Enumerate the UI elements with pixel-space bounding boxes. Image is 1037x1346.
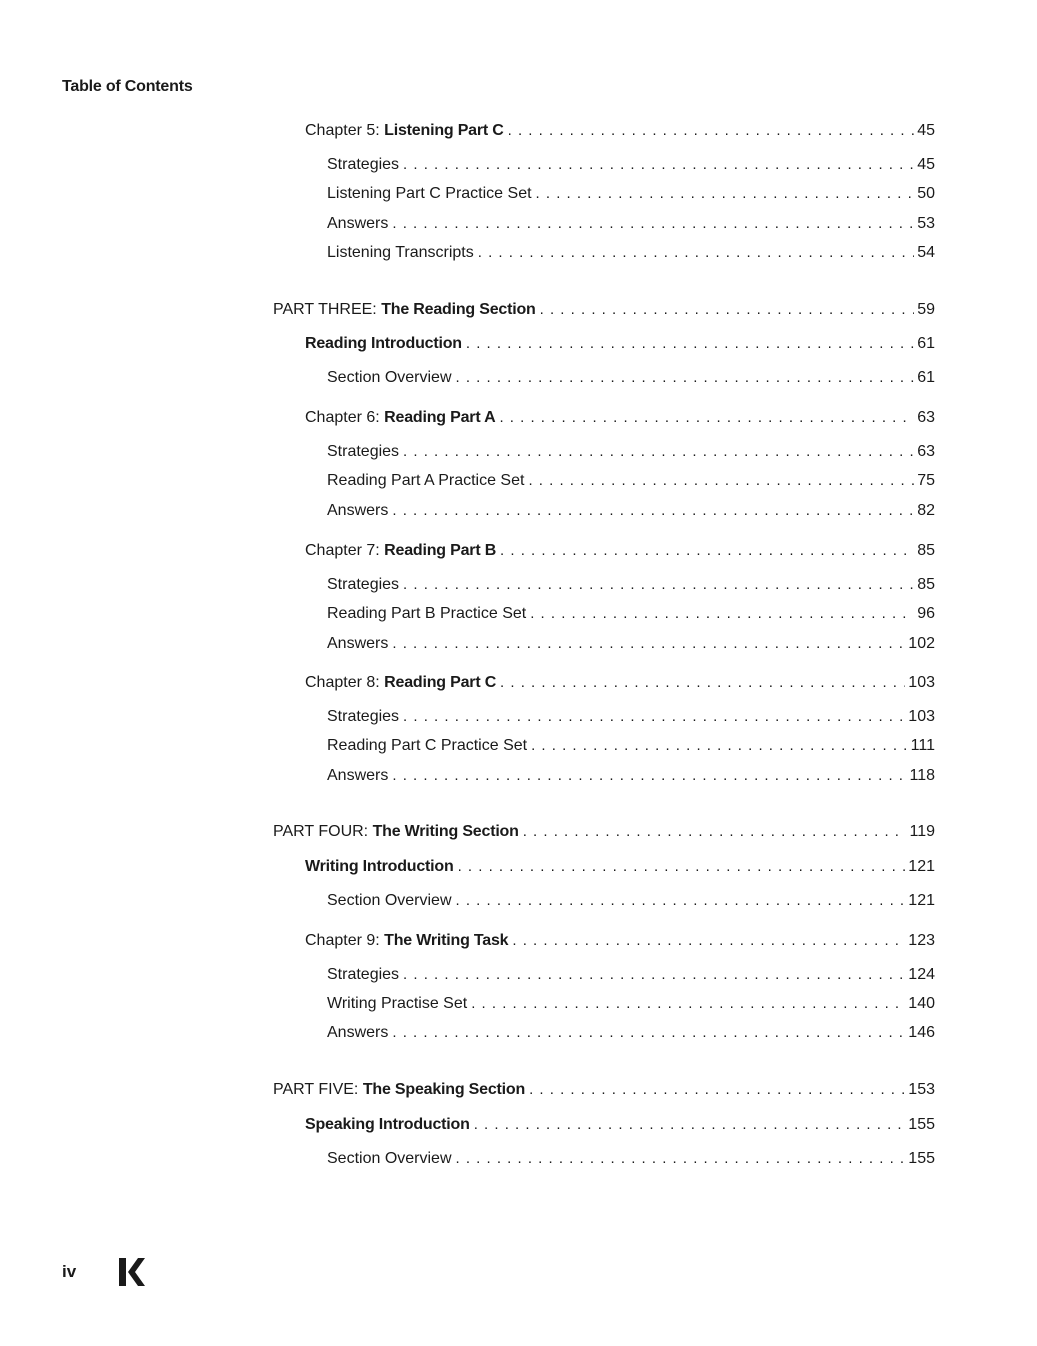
dot-leader [512,931,905,951]
dot-leader [499,408,914,428]
toc-entry-page-number: 146 [908,1024,935,1041]
toc-entry [305,334,935,354]
toc-entry-title: Reading Part B [384,542,497,559]
toc-entry-page-number: 111 [910,737,935,754]
toc-entry-page-number: 85 [917,576,935,593]
toc-entry [305,121,935,141]
toc-entry [305,857,935,877]
toc-entry-title: Reading Part B Practice Set [327,605,527,622]
toc-entry-prefix: Chapter 7: [305,542,385,559]
toc-entry-page-number: 119 [909,823,935,840]
toc-entry [327,1023,935,1043]
toc-entry-page-number: 124 [908,966,935,983]
toc-entry-page-number: 121 [908,892,935,909]
toc-entry-page-number: 45 [917,122,935,139]
toc-entry-title: Section Overview [327,1150,452,1167]
toc-entry-title: Listening Part C [384,122,504,139]
toc-entry-title: Reading Part C [384,674,497,691]
toc-entry [327,766,935,786]
dot-leader [458,857,906,877]
toc-entry-title: Strategies [327,443,400,460]
toc-entry-title: Strategies [327,156,400,173]
dot-leader [500,673,905,693]
toc-entry-title: Writing Practise Set [327,995,468,1012]
toc-entry-page-number: 63 [917,443,935,460]
toc-entry-page-number: 50 [917,185,935,202]
toc-entry-page-number: 96 [917,605,935,622]
toc-entry-page-number: 75 [917,472,935,489]
toc-entry-title: Answers [327,767,389,784]
toc-entry [327,707,935,727]
toc-entry [327,243,935,263]
toc-entry-page-number: 61 [917,369,935,386]
toc-entry [305,408,935,428]
toc-entry [327,214,935,234]
dot-leader [530,604,914,624]
toc-entry [327,184,935,204]
dot-leader [392,634,905,654]
dot-leader [531,736,908,756]
toc-entry-title: Speaking Introduction [305,1116,470,1133]
dot-leader [528,471,914,491]
toc-entry [327,965,935,985]
toc-entry [305,541,935,561]
toc-entry-title: Reading Part A Practice Set [327,472,525,489]
toc-entry [327,368,935,388]
dot-leader [403,965,905,985]
toc-entry-page-number: 118 [909,767,935,784]
toc-entry-title: Section Overview [327,369,452,386]
dot-leader [474,1115,906,1135]
toc-entry-prefix: PART THREE: [273,301,382,318]
toc-entry-prefix: PART FOUR: [273,823,373,840]
toc-entry-title: Answers [327,215,389,232]
toc-entry [327,155,935,175]
dot-leader [471,994,905,1014]
dot-leader [456,1149,906,1169]
toc-entry [327,442,935,462]
toc-entry-page-number: 54 [917,244,935,261]
toc-entry-prefix: Chapter 5: [305,122,385,139]
toc-entry-page-number: 153 [908,1081,935,1098]
toc-entry [305,931,935,951]
toc-entry-page-number: 45 [917,156,935,173]
toc-entry [327,891,935,911]
toc-entry [327,736,935,756]
dot-leader [540,300,915,320]
toc-entry-title: Listening Transcripts [327,244,474,261]
toc-entry-title: Reading Part A [384,409,496,426]
toc-entry-title: Reading Part C Practice Set [327,737,528,754]
toc-entry [273,822,935,842]
toc-entry-page-number: 82 [917,502,935,519]
toc-entry-page-number: 61 [917,335,935,352]
toc-entry [305,673,935,693]
toc-entry [273,1080,935,1100]
toc-entry-title: Section Overview [327,892,452,909]
toc-entry-title: Strategies [327,966,400,983]
dot-leader [392,766,906,786]
dot-leader [523,822,907,842]
toc-entry-title: The Writing Section [372,823,519,840]
dot-leader [392,501,914,521]
toc-entry-page-number: 155 [908,1116,935,1133]
dot-leader [403,575,914,595]
page-header-title: Table of Contents [62,78,193,95]
dot-leader [456,891,906,911]
dot-leader [508,121,915,141]
toc-entry-page-number: 53 [917,215,935,232]
toc-entry-title: The Speaking Section [362,1081,526,1098]
dot-leader [500,541,914,561]
toc-entry-page-number: 85 [917,542,935,559]
toc-entry-prefix: PART FIVE: [273,1081,363,1098]
toc-entry-page-number: 59 [917,301,935,318]
dot-leader [529,1080,905,1100]
toc-entry-title: Listening Part C Practice Set [327,185,532,202]
toc-entry [327,471,935,491]
toc-entry [327,994,935,1014]
dot-leader [403,707,905,727]
page-number: iv [62,1262,77,1281]
toc-entry [327,634,935,654]
dot-leader [536,184,915,204]
toc-entry-title: Reading Introduction [305,335,462,352]
toc-entry [327,501,935,521]
toc-entry-title: The Reading Section [381,301,536,318]
toc-entry [305,1115,935,1135]
toc-entry-title: Answers [327,1024,389,1041]
toc-entry-page-number: 140 [908,995,935,1012]
toc-entry-page-number: 121 [908,858,935,875]
toc-entry-title: Writing Introduction [305,858,454,875]
toc-entry-title: The Writing Task [384,932,509,949]
toc-entry-prefix: Chapter 9: [305,932,385,949]
toc-entry-page-number: 63 [917,409,935,426]
dot-leader [478,243,914,263]
toc-entry [273,300,935,320]
toc-entry-page-number: 102 [908,635,935,652]
dot-leader [466,334,914,354]
k-logo-icon [117,1258,145,1286]
dot-leader [392,214,914,234]
toc-entry [327,575,935,595]
toc-entry [327,604,935,624]
dot-leader [403,155,914,175]
dot-leader [392,1023,905,1043]
toc-entry-title: Answers [327,502,389,519]
toc-entry [327,1149,935,1169]
toc-entry-title: Strategies [327,576,400,593]
toc-entry-title: Answers [327,635,389,652]
dot-leader [456,368,915,388]
toc-entry-page-number: 103 [908,708,935,725]
toc-entry-title: Strategies [327,708,400,725]
toc-entry-page-number: 103 [908,674,935,691]
toc-entry-prefix: Chapter 6: [305,409,385,426]
toc-entry-page-number: 123 [908,932,935,949]
toc-entry-prefix: Chapter 8: [305,674,385,691]
dot-leader [403,442,914,462]
toc-entry-page-number: 155 [908,1150,935,1167]
